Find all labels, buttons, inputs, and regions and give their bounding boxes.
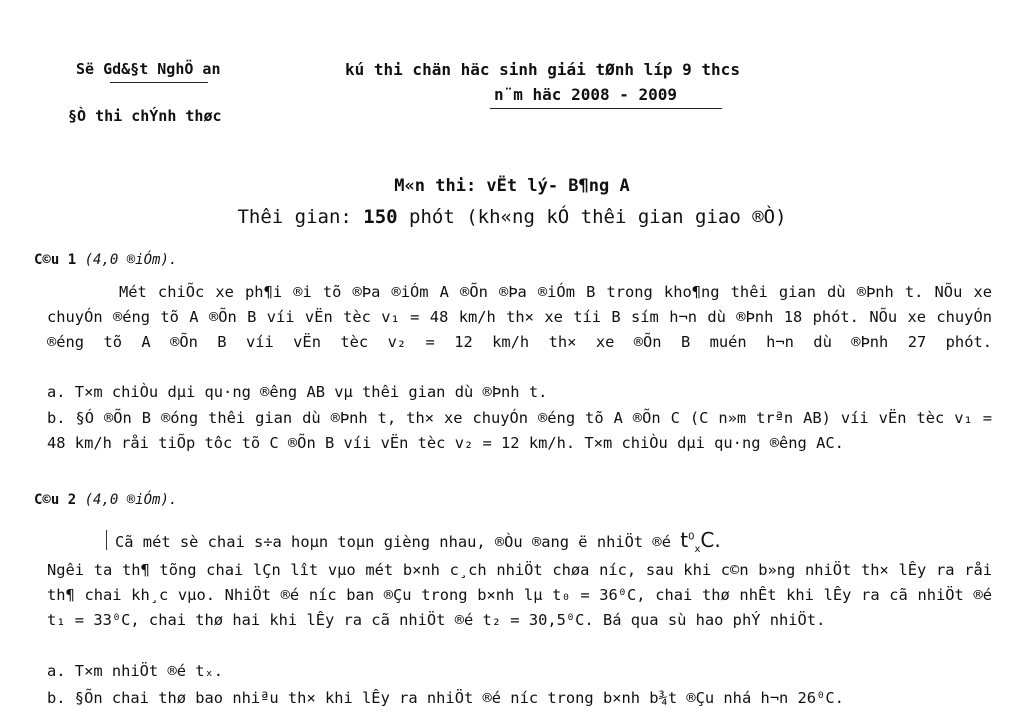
question-2-points: (4,0 ®iÓm).	[84, 492, 178, 508]
question-2-heading	[34, 492, 177, 508]
question-2-text: Ngêi ta th¶ tõng chai lÇn lît vµo mét b×nh c¸ch nhiÖt chøa níc, sau khi c©n b»ng nhiÖt th× lÊy ra råi th¶ chai kh¸c vµo. NhiÖt ®é níc ban ®Çu trong b×nh lµ t₀ = 36⁰C, chai thø nhÊt khi lÊy ra cã nhiÖt ®é t₁ = 33⁰C, chai thø hai khi lÊy ra cã nhiÖt ®é t₂ = 30,5⁰C. Bá qua sù hao phÝ nhiÖt.	[47, 561, 992, 629]
time-allowed	[0, 206, 1024, 228]
subject-title: M«n thi: vËt lý- B¶ng A	[394, 176, 630, 196]
question-2-label: C©u 2	[34, 492, 77, 508]
tx-symbol: $t^0_xC$.	[680, 528, 721, 555]
question-2-first-line	[106, 528, 992, 555]
school-year: n¨m häc 2008 - 2009	[494, 85, 678, 104]
time-prefix: Thêi gian:	[237, 206, 364, 228]
department-underline	[110, 82, 208, 83]
question-1-part-b: b. §Ó ®Õn B ®óng thêi gian dù ®Þnh t, th× xe chuyÓn ®éng tõ A ®Õn C (C n»m trªn AB) víi vËn tèc v₁ = 48 km/h råi tiÕp tôc tõ C ®Õn B víi vËn tèc v₂ = 12 km/h. T×m chiÒu dµi qu·ng ®êng AC.	[47, 409, 992, 452]
official-exam-label: §Ò thi chÝnh thøc	[68, 107, 222, 125]
question-1-text: Mét chiÕc xe ph¶i ®i tõ ®Þa ®iÓm A ®Õn ®Þa ®iÓm B trong kho¶ng thêi gian dù ®Þnh t. NÕu xe chuyÓn ®éng tõ A ®Õn B víi vËn tèc v₁ = 48 km/h th× xe tíi B sím h¬n dù ®Þnh 18 phót. NÕu xe chuyÓn ®éng tõ A ®Õn B víi vËn tèc v₂ = 12 km/h th× xe ®Õn B muén h¬n dù ®Þnh 27 phót.	[47, 283, 992, 351]
question-1-heading	[34, 252, 177, 268]
time-suffix: phót (kh«ng kÓ thêi gian giao ®Ò)	[397, 206, 787, 228]
question-1-part-a: a. T×m chiÒu dµi qu·ng ®êng AB vµ thêi gian dù ®Þnh t.	[47, 383, 548, 401]
question-1-points: (4,0 ®iÓm).	[84, 252, 178, 268]
exam-title: kú thi chän häc sinh giái tØnh líp 9 thcs	[345, 60, 740, 79]
question-1-label: C©u 1	[34, 252, 77, 268]
department-name: Së Gd&§t NghÖ an	[76, 60, 221, 78]
school-year-underline	[490, 108, 722, 109]
question-2-text-start: Cã mét sè chai s÷a hoµn toµn gièng nhau, ®Òu ®ang ë nhiÖt ®é	[115, 533, 681, 551]
question-2-part-b: b. §Õn chai thø bao nhiªu th× khi lÊy ra nhiÖt ®é níc trong b×nh b¾t ®Çu nhá h¬n 26⁰C.	[47, 689, 844, 707]
time-minutes: 150	[363, 206, 398, 228]
text-cursor	[106, 530, 107, 550]
question-2-part-a: a. T×m nhiÖt ®é tₓ.	[47, 662, 224, 680]
